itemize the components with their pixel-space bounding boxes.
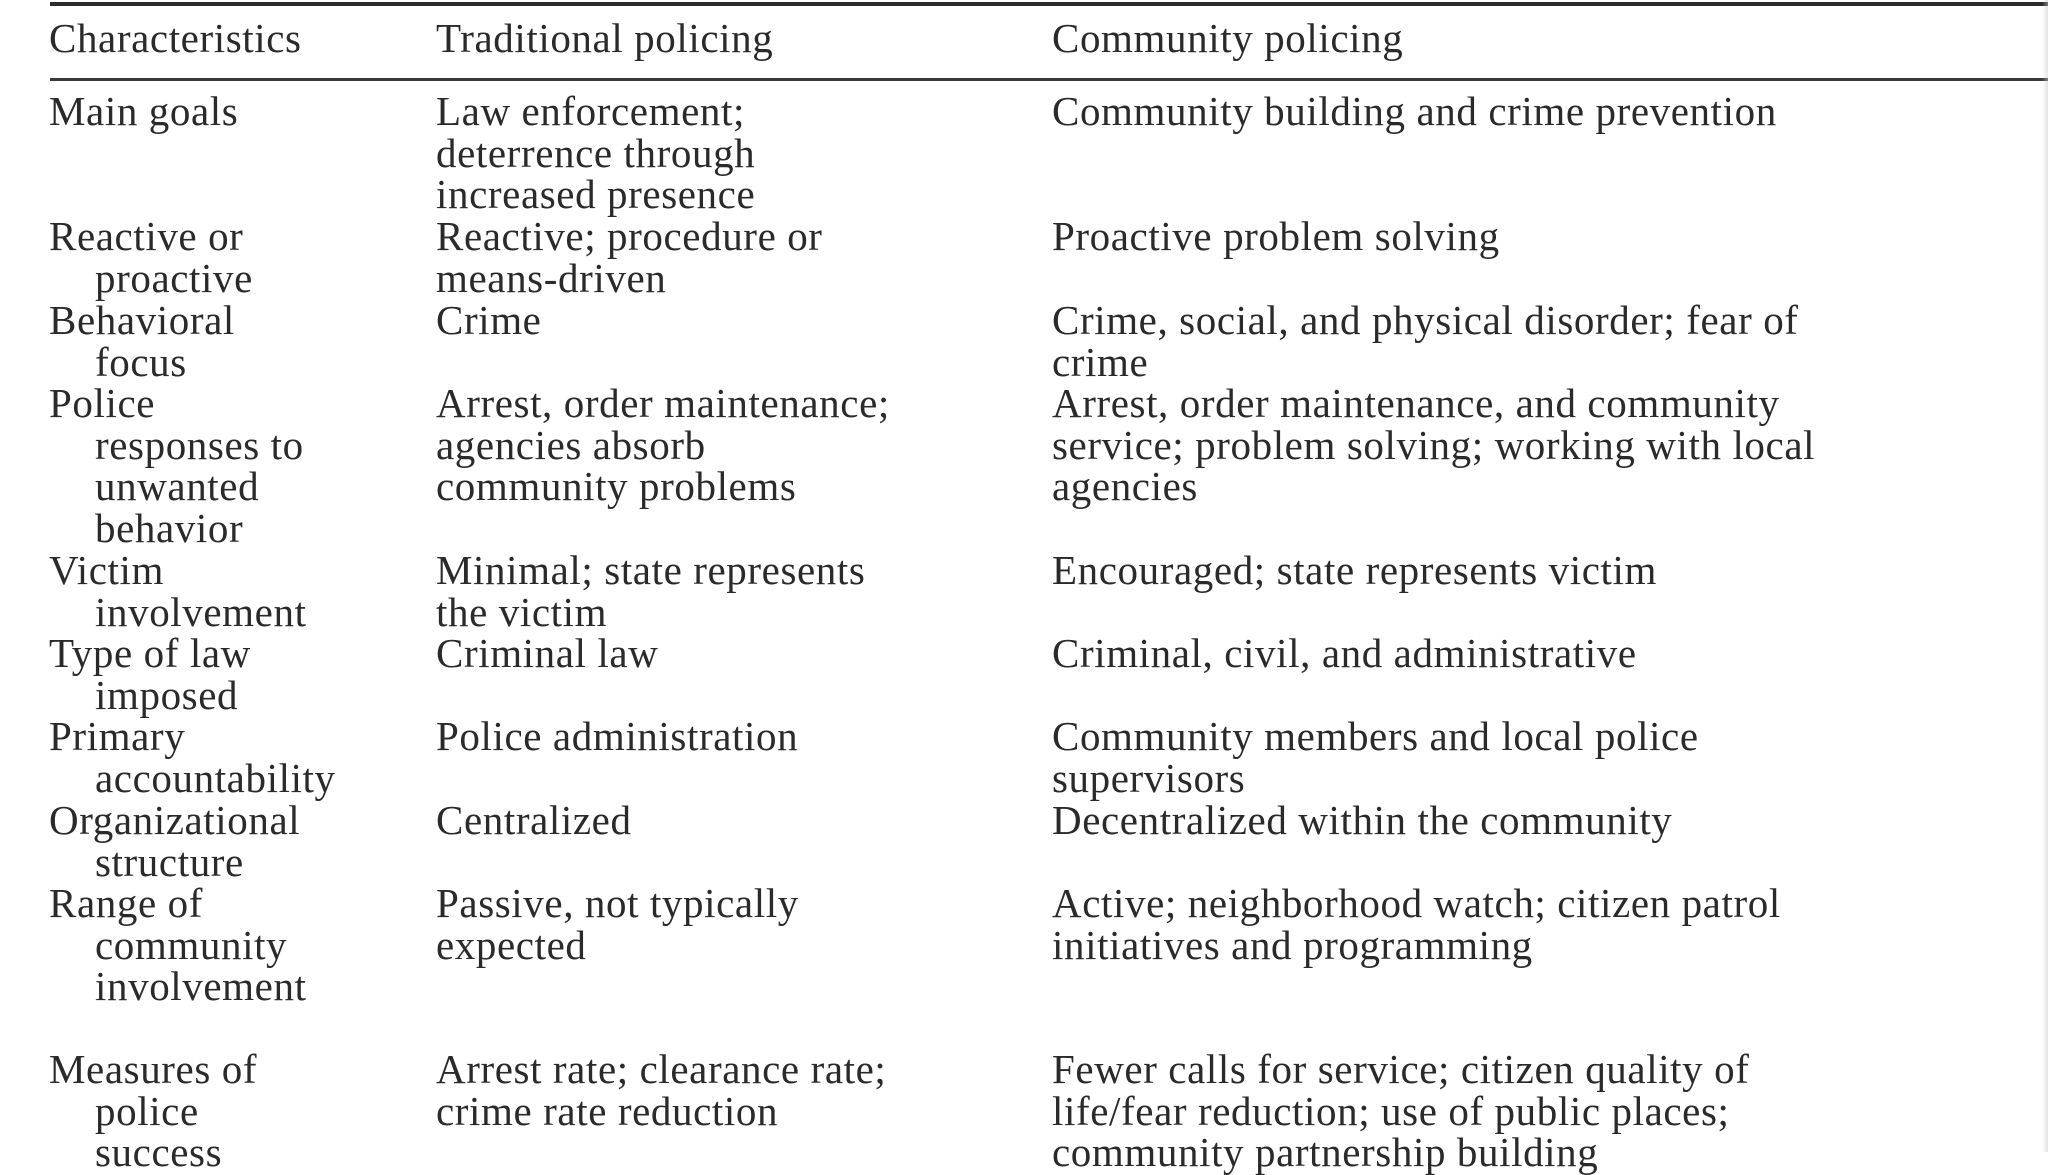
row-community-cell xyxy=(1052,797,1673,843)
row-traditional-line: crime rate reduction xyxy=(436,1087,779,1134)
row-traditional-line: Crime xyxy=(436,297,542,343)
header-rule xyxy=(50,78,2048,81)
row-community-line: Active; neighborhood watch; citizen patrol xyxy=(1052,880,1781,926)
header-traditional-policing: Traditional policing xyxy=(436,15,774,61)
row-characteristic-line: Reactive or xyxy=(49,213,244,259)
row-traditional-line: agencies absorb xyxy=(436,421,706,468)
row-community-line: Decentralized within the community xyxy=(1052,797,1673,843)
row-characteristic-line: Range of xyxy=(49,880,203,926)
row-community-line: supervisors xyxy=(1052,754,1246,801)
row-community-cell xyxy=(1052,713,1699,801)
row-traditional-line: Arrest rate; clearance rate; xyxy=(436,1046,887,1092)
row-traditional-line: Law enforcement; xyxy=(436,88,745,134)
row-traditional-cell xyxy=(436,713,799,759)
row-characteristic-line: Main goals xyxy=(49,88,239,134)
page-edge xyxy=(2042,0,2048,1152)
row-traditional-line: means-driven xyxy=(436,254,667,301)
row-characteristic-line: Behavioral xyxy=(49,297,235,343)
row-traditional-line: Reactive; procedure or xyxy=(436,213,823,259)
row-characteristic-line: involvement xyxy=(95,588,307,635)
row-characteristic-cell xyxy=(49,797,301,885)
row-characteristic-line: proactive xyxy=(95,254,253,301)
row-community-line: service; problem solving; working with local xyxy=(1052,421,1816,468)
row-community-line: Fewer calls for service; citizen quality of xyxy=(1052,1046,1750,1092)
row-community-cell xyxy=(1052,380,1816,510)
row-community-line: Crime, social, and physical disorder; fear of xyxy=(1052,297,1799,343)
row-characteristic-line: unwanted xyxy=(95,463,260,510)
row-traditional-cell xyxy=(436,213,823,301)
row-characteristic-line: responses to xyxy=(95,421,304,468)
row-community-line: Arrest, order maintenance, and community xyxy=(1052,380,1780,426)
row-traditional-line: Arrest, order maintenance; xyxy=(436,380,890,426)
row-characteristic-line: imposed xyxy=(95,671,239,718)
row-traditional-line: expected xyxy=(436,921,587,968)
row-community-cell xyxy=(1052,88,1777,134)
row-characteristic-line: involvement xyxy=(95,963,307,1010)
row-characteristic-cell xyxy=(49,630,251,718)
row-community-cell xyxy=(1052,297,1799,385)
row-traditional-cell xyxy=(436,797,632,843)
row-characteristic-cell xyxy=(49,880,307,1010)
row-community-cell xyxy=(1052,880,1781,968)
row-community-cell xyxy=(1052,630,1637,676)
row-traditional-cell xyxy=(436,88,756,218)
row-traditional-line: Passive, not typically xyxy=(436,880,799,926)
row-community-line: community partnership building xyxy=(1052,1129,1599,1175)
row-characteristic-line: behavior xyxy=(95,504,244,551)
row-characteristic-line: structure xyxy=(95,838,244,885)
row-community-line: Criminal, civil, and administrative xyxy=(1052,630,1637,676)
row-characteristic-line: Measures of xyxy=(49,1046,258,1092)
row-characteristic-cell xyxy=(49,1046,258,1175)
header-characteristics: Characteristics xyxy=(49,15,302,61)
row-characteristic-line: Victim xyxy=(49,547,165,593)
row-community-line: initiatives and programming xyxy=(1052,921,1533,968)
row-characteristic-line: focus xyxy=(95,338,187,385)
row-characteristic-line: police xyxy=(95,1087,199,1134)
row-traditional-line: community problems xyxy=(436,463,797,510)
row-traditional-cell xyxy=(436,297,542,343)
row-traditional-line: Minimal; state represents xyxy=(436,547,866,593)
row-characteristic-line: Police xyxy=(49,380,156,426)
table-top-rule xyxy=(50,2,2048,6)
row-traditional-line: deterrence through xyxy=(436,129,756,176)
row-community-cell xyxy=(1052,213,1500,259)
row-traditional-cell xyxy=(436,880,799,968)
row-characteristic-line: Type of law xyxy=(49,630,251,676)
row-community-line: Proactive problem solving xyxy=(1052,213,1500,259)
row-community-line: agencies xyxy=(1052,463,1198,510)
row-characteristic-line: accountability xyxy=(95,754,336,801)
row-traditional-line: increased presence xyxy=(436,171,756,218)
row-characteristic-cell xyxy=(49,380,304,551)
row-traditional-line: Police administration xyxy=(436,713,799,759)
row-characteristic-line: community xyxy=(95,921,288,968)
row-community-line: Community members and local police xyxy=(1052,713,1699,759)
row-community-line: crime xyxy=(1052,338,1149,385)
row-characteristic-line: success xyxy=(95,1129,223,1175)
header-community-policing: Community policing xyxy=(1052,15,1404,61)
row-traditional-line: Criminal law xyxy=(436,630,659,676)
row-traditional-cell xyxy=(436,547,866,635)
row-traditional-cell xyxy=(436,380,890,510)
row-characteristic-line: Primary xyxy=(49,713,186,759)
row-community-line: Encouraged; state represents victim xyxy=(1052,547,1658,593)
row-characteristic-cell xyxy=(49,547,307,635)
row-traditional-cell xyxy=(436,1046,887,1134)
row-community-cell xyxy=(1052,1046,1750,1175)
row-traditional-cell xyxy=(436,630,659,676)
row-characteristic-cell xyxy=(49,213,253,301)
row-characteristic-cell xyxy=(49,713,336,801)
row-traditional-line: Centralized xyxy=(436,797,632,843)
row-community-cell xyxy=(1052,547,1658,593)
row-characteristic-cell xyxy=(49,88,239,134)
row-community-line: Community building and crime prevention xyxy=(1052,88,1777,134)
row-characteristic-cell xyxy=(49,297,235,385)
row-characteristic-line: Organizational xyxy=(49,797,301,843)
row-traditional-line: the victim xyxy=(436,588,608,635)
row-community-line: life/fear reduction; use of public places; xyxy=(1052,1087,1730,1134)
